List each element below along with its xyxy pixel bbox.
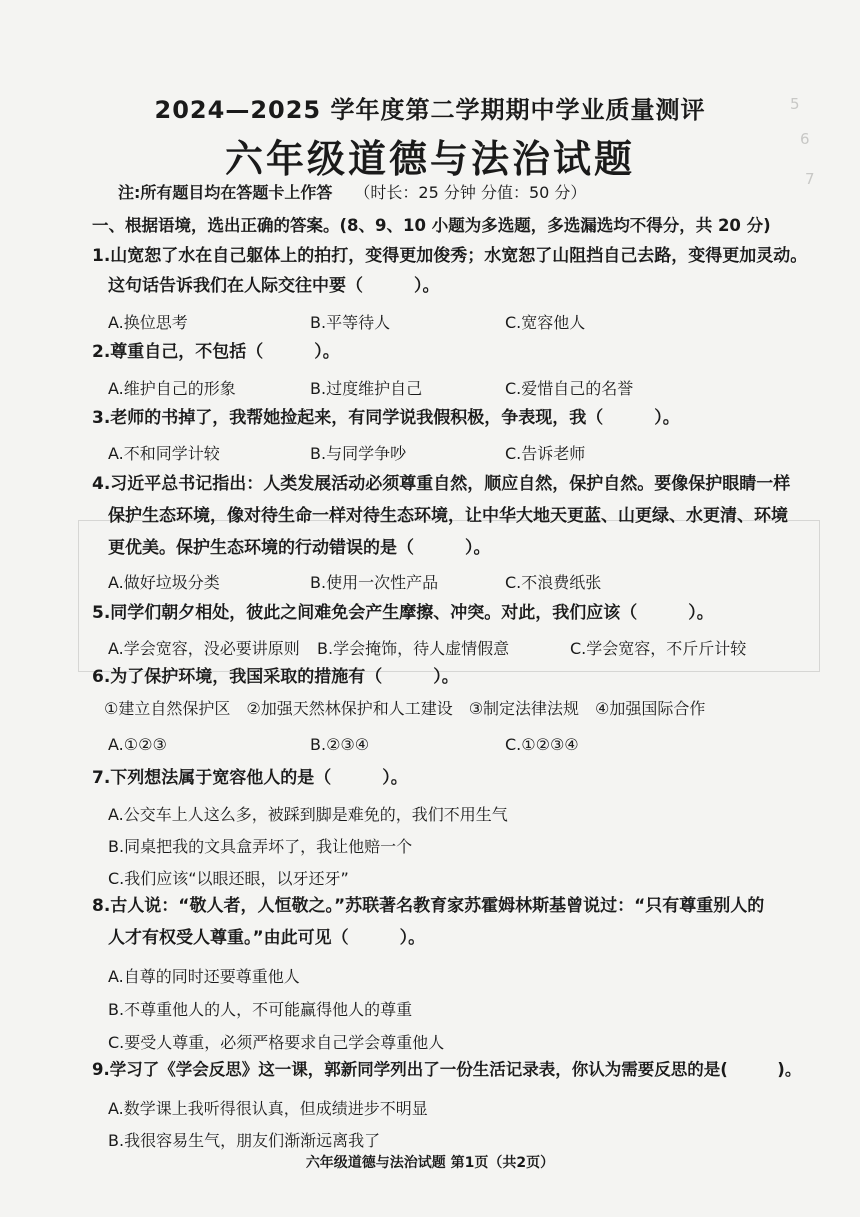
- question-stem: 8.古人说：“敬人者，人恒敬之。”苏联著名教育家苏霍姆林斯基曾说过：“只有尊重别人的: [92, 896, 765, 916]
- option-a: A.①②③: [108, 735, 167, 754]
- option-c: C.①②③④: [505, 735, 579, 754]
- exam-title-line1: 2024—2025 学年度第二学期期中学业质量测评: [154, 96, 706, 124]
- option-b: B.与同学争吵: [310, 444, 407, 463]
- option-b: B.②③④: [310, 735, 370, 754]
- option-b: B.不尊重他人的人，不可能赢得他人的尊重: [108, 1000, 413, 1019]
- option-b: B.同桌把我的文具盒弄坏了，我让他赔一个: [108, 837, 413, 856]
- option-c: C.学会宽容，不斤斤计较: [570, 639, 747, 658]
- option-c: C.我们应该“以眼还眼，以牙还牙”: [108, 869, 349, 888]
- option-b: B.学会掩饰，待人虚情假意: [317, 639, 510, 658]
- option-a: A.做好垃圾分类: [108, 573, 220, 592]
- question-stem: 7.下列想法属于宽容他人的是（ ）。: [92, 768, 408, 788]
- option-b: B.平等待人: [310, 313, 391, 332]
- question-stem: 人才有权受人尊重。”由此可见（ ）。: [108, 928, 426, 948]
- question-statements: ①建立自然保护区 ②加强天然林保护和人工建设 ③制定法律法规 ④加强国际合作: [104, 699, 706, 718]
- option-c: C.宽容他人: [505, 313, 586, 332]
- option-c: C.爱惜自己的名誉: [505, 379, 634, 398]
- option-c: C.要受人尊重，必须严格要求自己学会尊重他人: [108, 1033, 445, 1052]
- show-through-text: 7: [805, 170, 815, 188]
- question-stem: 1.山宽恕了水在自己躯体上的拍打，变得更加俊秀；水宽恕了山阻挡自己去路，变得更加灵动。: [92, 246, 808, 266]
- option-a: A.公交车上人这么多，被踩到脚是难免的，我们不用生气: [108, 805, 508, 824]
- show-through-text: 5: [790, 95, 800, 113]
- option-b: B.我很容易生气，朋友们渐渐远离我了: [108, 1131, 381, 1150]
- page-footer: 六年级道德与法治试题 第1页（共2页）: [305, 1155, 555, 1171]
- question-stem: 2.尊重自己，不包括（ ）。: [92, 342, 340, 362]
- option-a: A.不和同学计较: [108, 444, 220, 463]
- show-through-text: 6: [800, 130, 810, 148]
- question-stem: 3.老师的书掉了，我帮她捡起来，有同学说我假积极，争表现，我（ ）。: [92, 408, 680, 428]
- notice-text: 注:所有题目均在答题卡上作答: [118, 183, 333, 202]
- question-stem: 保护生态环境，像对待生命一样对待生态环境，让中华大地天更蓝、山更绿、水更清、环境: [108, 506, 788, 526]
- option-b: B.使用一次性产品: [310, 573, 439, 592]
- section-heading: 一、根据语境，选出正确的答案。(8、9、10 小题为多选题，多选漏选均不得分，共 20 分): [92, 216, 771, 235]
- exam-meta: （时长：25 分钟 分值：50 分）: [354, 183, 587, 202]
- question-stem: 4.习近平总书记指出：人类发展活动必须尊重自然，顺应自然，保护自然。要像保护眼睛一样: [92, 474, 791, 494]
- option-a: A.自尊的同时还要尊重他人: [108, 967, 300, 986]
- exam-title-line2: 六年级道德与法治试题: [224, 136, 635, 181]
- option-c: C.不浪费纸张: [505, 573, 602, 592]
- exam-notice: [118, 180, 586, 203]
- option-a: A.换位思考: [108, 313, 188, 332]
- question-stem: 这句话告诉我们在人际交往中要（ ）。: [108, 276, 440, 296]
- option-a: A.维护自己的形象: [108, 379, 236, 398]
- option-c: C.告诉老师: [505, 444, 586, 463]
- question-stem: 5.同学们朝夕相处，彼此之间难免会产生摩擦、冲突。对此，我们应该（ ）。: [92, 603, 714, 623]
- question-stem: 9.学习了《学会反思》这一课，郭新同学列出了一份生活记录表，你认为需要反思的是( )。: [92, 1060, 802, 1079]
- option-a: A.数学课上我听得很认真，但成绩进步不明显: [108, 1099, 428, 1118]
- question-stem: 更优美。保护生态环境的行动错误的是（ ）。: [108, 538, 491, 558]
- option-a: A.学会宽容，没必要讲原则: [108, 639, 300, 658]
- option-b: B.过度维护自己: [310, 379, 423, 398]
- question-stem: 6.为了保护环境，我国采取的措施有（ ）。: [92, 667, 459, 687]
